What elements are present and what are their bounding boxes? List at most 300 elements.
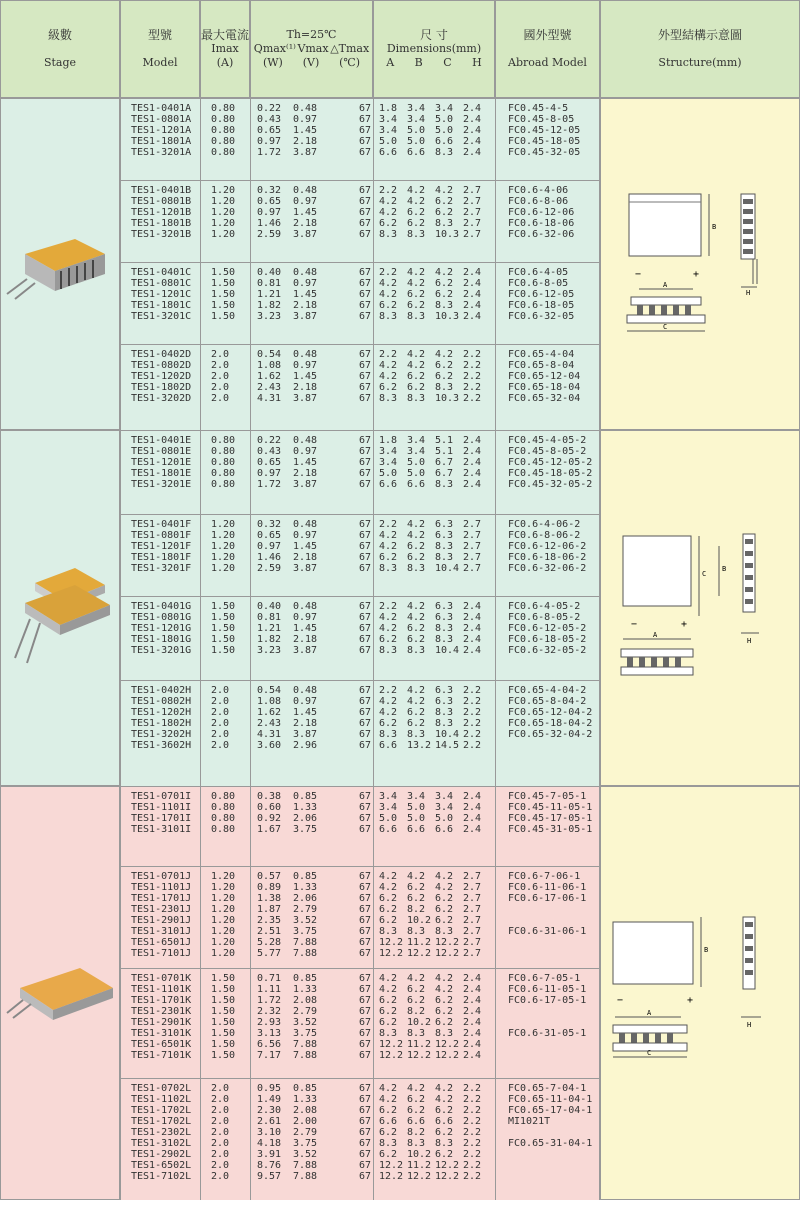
dim-a-cell: 4.2 [379,984,398,995]
column-dim [373,515,495,596]
dim-c-cell: 8.3 [435,300,454,311]
imax-cell: 1.20 [211,904,236,915]
abroad-model-cell: FC0.6-7-06-1 [508,871,581,882]
table-row [211,196,250,207]
table-row [379,349,495,360]
table-row [508,802,599,813]
vmax-cell: 1.45 [293,623,318,634]
dim-a-cell: 6.2 [379,915,398,926]
table-row [257,937,373,948]
table-row [257,218,373,229]
table-row [211,729,250,740]
vmax-cell: 2.06 [293,893,318,904]
table-row [379,311,495,322]
model-cell: TES1-6501J [131,937,192,948]
qmax-cell: 1.38 [257,893,282,904]
dim-a-cell: 6.6 [379,824,398,835]
dim-a-cell: 8.3 [379,393,398,404]
dim-b-cell: 13.2 [407,740,432,751]
table-row [211,824,250,835]
dim-b-cell: 8.3 [407,729,426,740]
dim-b-cell: 6.2 [407,1094,426,1105]
dim-c-cell: 6.2 [435,278,454,289]
qmax-cell: 1.87 [257,904,282,915]
column-abroad [495,681,600,786]
imax-cell: 0.80 [211,147,236,158]
qmax-cell: 4.31 [257,729,282,740]
dim-c-cell: 6.3 [435,696,454,707]
table-row [131,207,200,218]
abroad-model-cell: FC0.6-4-06-2 [508,519,581,530]
table-row [211,457,250,468]
header-dtmax: △Tmax [330,42,370,55]
model-cell: TES1-0401E [131,435,192,446]
dim-c-cell: 12.2 [435,1050,460,1061]
table-row [379,196,495,207]
model-cell: TES1-7101J [131,948,192,959]
dim-b-cell: 5.0 [407,125,426,136]
header-model-en: Model [142,56,178,69]
table-row [508,136,599,147]
column-perf [250,263,373,344]
model-cell: TES1-6502L [131,1160,192,1171]
abroad-model-cell: FC0.6-32-06 [508,229,575,240]
model-cell: TES1-1801A [131,136,192,147]
imax-cell: 1.50 [211,612,236,623]
dim-h-cell: 2.2 [463,1105,482,1116]
dim-a-cell: 12.2 [379,937,404,948]
dim-a-cell: 12.2 [379,1050,404,1061]
table-row [131,904,200,915]
abroad-model-cell: FC0.45-32-05 [508,147,581,158]
model-cell: TES1-3201E [131,479,192,490]
dim-a-cell: 2.2 [379,349,398,360]
tec-module-two-stage-image [5,543,115,673]
model-cell: TES1-7101K [131,1050,192,1061]
table-row [211,740,250,751]
table-row [379,278,495,289]
dim-a-cell: 3.4 [379,446,398,457]
dtmax-cell: 67 [358,519,371,530]
table-row [379,802,495,813]
vmax-cell: 2.18 [293,718,318,729]
table-row [211,125,250,136]
qmax-cell: 1.49 [257,1094,282,1105]
dim-b-cell: 6.6 [407,147,426,158]
qmax-cell: 0.40 [257,267,282,278]
dtmax-cell: 67 [358,114,371,125]
dim-c-cell: 6.2 [435,1017,454,1028]
structure-diagram-2 [601,431,800,787]
imax-cell: 1.20 [211,948,236,959]
table-row [131,612,200,623]
dim-a-cell: 6.2 [379,893,398,904]
table-row [211,289,250,300]
table-row [131,530,200,541]
vmax-cell: 7.88 [293,1171,318,1182]
column-imax [200,1079,250,1200]
model-cell: TES1-0701K [131,973,192,984]
table-row [257,207,373,218]
table-row [379,685,495,696]
table-row [211,563,250,574]
model-cell: TES1-1802D [131,382,192,393]
vmax-cell: 3.75 [293,926,318,937]
table-row [131,1138,200,1149]
imax-cell: 1.50 [211,1039,236,1050]
dim-c-cell: 6.7 [435,468,454,479]
qmax-cell: 4.31 [257,393,282,404]
qmax-cell: 3.10 [257,1127,282,1138]
vmax-cell: 2.18 [293,552,318,563]
dtmax-cell: 67 [358,360,371,371]
model-cell: TES1-0801C [131,278,192,289]
table-row [379,300,495,311]
dim-label-a-2: A [653,631,658,639]
header-model-cn: 型號 [147,28,172,42]
qmax-cell: 1.46 [257,218,282,229]
table-row [211,446,250,457]
table-row [257,802,373,813]
table-row [379,645,495,656]
column-imax [200,969,250,1078]
dim-h-cell: 2.2 [463,1160,482,1171]
dim-b-cell: 4.2 [407,1083,426,1094]
column-abroad [495,1079,600,1200]
qmax-cell: 2.93 [257,1017,282,1028]
imax-cell: 0.80 [211,435,236,446]
model-cell: TES1-0701I [131,791,192,802]
model-cell: TES1-1701I [131,813,192,824]
table-row [257,125,373,136]
table-row [508,360,599,371]
model-cell: TES1-1101I [131,802,192,813]
abroad-model-cell: FC0.45-32-05-2 [508,479,593,490]
table-row [257,791,373,802]
table-row [131,791,200,802]
qmax-cell: 0.22 [257,103,282,114]
column-dim [373,681,495,786]
qmax-cell: 1.11 [257,984,282,995]
dim-a-cell: 2.2 [379,519,398,530]
table-row [508,382,599,393]
table-row [131,995,200,1006]
vmax-cell: 0.48 [293,349,318,360]
vmax-cell: 0.97 [293,446,318,457]
dim-c-cell: 10.4 [435,645,460,656]
imax-cell: 0.80 [211,479,236,490]
model-cell: TES1-3201A [131,147,192,158]
abroad-model-cell: FC0.45-7-05-1 [508,791,587,802]
table-row [257,893,373,904]
model-cell: TES1-2301J [131,904,192,915]
table-row [257,229,373,240]
column-abroad [495,515,600,596]
dim-h-cell: 2.4 [463,125,482,136]
header-structure-cn: 外型結構示意圖 [657,28,742,42]
table-row [131,1028,200,1039]
table-row [508,468,599,479]
dim-a-cell: 6.2 [379,1006,398,1017]
dim-h-cell: 2.4 [463,791,482,802]
qmax-cell: 0.89 [257,882,282,893]
table-row [211,1149,250,1160]
table-row [131,267,200,278]
table-group [120,596,600,680]
vmax-cell: 1.33 [293,802,318,813]
dtmax-cell: 67 [358,278,371,289]
stage-cell-1 [0,98,120,430]
table-row [131,435,200,446]
dim-b-cell: 4.2 [407,601,426,612]
column-abroad [495,597,600,680]
dim-b-cell: 6.6 [407,1116,426,1127]
dim-b-cell: 4.2 [407,278,426,289]
header-imax [200,0,250,98]
dim-b-cell: 4.2 [407,267,426,278]
dim-h-cell: 2.4 [463,824,482,835]
abroad-model-cell: FC0.6-4-05-2 [508,601,581,612]
dim-c-cell: 4.2 [435,871,454,882]
model-cell: TES1-3602H [131,740,192,751]
table-row [131,371,200,382]
dim-c-cell: 6.2 [435,207,454,218]
dim-h-cell: 2.4 [463,1017,482,1028]
vmax-cell: 0.85 [293,791,318,802]
table-row [257,1094,373,1105]
structure-cell-1 [600,98,800,430]
table-row [257,948,373,959]
header-structure-en: Structure(mm) [658,56,742,69]
qmax-cell: 2.43 [257,382,282,393]
imax-cell: 2.0 [211,1083,230,1094]
dim-h-cell: 2.4 [463,289,482,300]
header-th: Th=25℃ [286,28,337,41]
table-row [257,371,373,382]
table-row [379,446,495,457]
abroad-model-cell: FC0.45-8-05 [508,114,575,125]
table-row [257,601,373,612]
table-row [257,1171,373,1182]
dim-h-cell: 2.7 [463,541,482,552]
dim-h-cell: 2.2 [463,1127,482,1138]
dim-c-cell: 8.3 [435,218,454,229]
dtmax-cell: 67 [358,300,371,311]
vmax-cell: 1.45 [293,371,318,382]
dtmax-cell: 67 [358,915,371,926]
table-row [211,882,250,893]
model-cell: TES1-0801A [131,114,192,125]
model-cell: TES1-1801B [131,218,192,229]
dim-b-cell: 6.6 [407,824,426,835]
abroad-model-cell: FC0.45-17-05-1 [508,813,593,824]
model-cell: TES1-0402D [131,349,192,360]
table-row [379,973,495,984]
dim-h-cell: 2.2 [463,1149,482,1160]
qmax-cell: 2.30 [257,1105,282,1116]
dim-h-cell: 2.4 [463,446,482,457]
imax-cell: 1.50 [211,267,236,278]
dtmax-cell: 67 [358,926,371,937]
table-row [257,563,373,574]
dim-c-cell: 6.2 [435,371,454,382]
dtmax-cell: 67 [358,185,371,196]
dim-h-cell: 2.4 [463,612,482,623]
vmax-cell: 2.96 [293,740,318,751]
dim-b-cell: 3.4 [407,446,426,457]
table-row [211,278,250,289]
dim-a-cell: 6.6 [379,1116,398,1127]
imax-cell: 1.20 [211,882,236,893]
dtmax-cell: 67 [358,289,371,300]
dim-h-cell: 2.4 [463,468,482,479]
table-row [379,114,495,125]
header-unit-v: (V) [302,56,320,69]
dim-a-cell: 6.6 [379,740,398,751]
dim-label-a: A [663,281,668,289]
dim-a-cell: 6.2 [379,904,398,915]
abroad-model-cell: FC0.6-18-06 [508,218,575,229]
qmax-cell: 0.22 [257,435,282,446]
imax-cell: 1.20 [211,229,236,240]
table-row [379,915,495,926]
dim-h-cell: 2.4 [463,136,482,147]
header-stage [0,0,120,98]
table-group [120,344,600,430]
model-cell: TES1-3201F [131,563,192,574]
dim-h-cell: 2.2 [463,393,482,404]
imax-cell: 2.0 [211,685,230,696]
dim-b-cell: 8.3 [407,229,426,240]
table-row [508,278,599,289]
table-row [508,1160,599,1171]
imax-cell: 2.0 [211,740,230,751]
dtmax-cell: 67 [358,1083,371,1094]
table-row [131,136,200,147]
imax-cell: 1.50 [211,634,236,645]
dim-b-cell: 10.2 [407,1017,432,1028]
table-row [211,984,250,995]
dim-h-cell: 2.4 [463,311,482,322]
header-dim-cn: 尺 寸 [420,28,448,42]
dim-a-cell: 4.2 [379,882,398,893]
dim-c-cell: 8.3 [435,707,454,718]
dim-c-cell: 10.3 [435,229,460,240]
table-row [379,1116,495,1127]
column-model [120,515,200,596]
table-row [508,973,599,984]
header-dim-a: A [386,56,395,69]
stage-cell-2 [0,430,120,786]
dtmax-cell: 67 [358,882,371,893]
model-cell: TES1-0401F [131,519,192,530]
abroad-model-cell: FC0.6-32-05-2 [508,645,587,656]
dim-a-cell: 4.2 [379,623,398,634]
vmax-cell: 3.87 [293,645,318,656]
dim-c-cell: 5.1 [435,435,454,446]
table-row [508,718,599,729]
table-row [379,1028,495,1039]
table-row [211,468,250,479]
table-row [508,393,599,404]
abroad-model-cell: FC0.65-4-04-2 [508,685,587,696]
dtmax-cell: 67 [358,685,371,696]
header-dimensions [373,0,495,98]
dim-h-cell: 2.4 [463,267,482,278]
dim-h-cell: 2.4 [463,601,482,612]
dim-b-cell: 6.2 [407,382,426,393]
dtmax-cell: 67 [358,446,371,457]
dim-h-cell: 2.4 [463,435,482,446]
imax-cell: 0.80 [211,136,236,147]
vmax-cell: 2.79 [293,904,318,915]
table-row [131,1171,200,1182]
dim-a-cell: 8.3 [379,926,398,937]
table-row [257,707,373,718]
dtmax-cell: 67 [358,871,371,882]
abroad-model-cell: FC0.6-8-05 [508,278,569,289]
table-row [257,393,373,404]
vmax-cell: 7.88 [293,1050,318,1061]
table-row [379,1094,495,1105]
imax-cell: 1.20 [211,519,236,530]
table-row [379,382,495,393]
vmax-cell: 3.52 [293,1017,318,1028]
header-unit-c: (℃) [339,56,361,69]
abroad-model-cell: FC0.65-18-04 [508,382,581,393]
imax-cell: 2.0 [211,393,230,404]
dim-a-cell: 8.3 [379,1028,398,1039]
model-cell: TES1-0802H [131,696,192,707]
dim-c-cell: 6.2 [435,196,454,207]
dim-c-cell: 4.2 [435,185,454,196]
table-row [257,382,373,393]
qmax-cell: 0.43 [257,114,282,125]
table-row [211,685,250,696]
vmax-cell: 3.87 [293,147,318,158]
model-cell: TES1-0401B [131,185,192,196]
dim-c-cell: 12.2 [435,937,460,948]
dim-a-cell: 8.3 [379,729,398,740]
qmax-cell: 0.43 [257,446,282,457]
table-row [379,623,495,634]
column-dim [373,263,495,344]
abroad-model-cell: FC0.65-4-04 [508,349,575,360]
abroad-model-cell: FC0.45-8-05-2 [508,446,587,457]
dim-b-cell: 10.2 [407,1149,432,1160]
table-row [508,185,599,196]
qmax-cell: 0.32 [257,185,282,196]
model-cell: TES1-1201C [131,289,192,300]
abroad-model-cell: FC0.6-7-05-1 [508,973,581,984]
table-row [508,696,599,707]
dim-a-cell: 1.8 [379,103,398,114]
qmax-cell: 1.72 [257,995,282,1006]
table-group [120,786,600,866]
dim-b-cell: 3.4 [407,103,426,114]
table-row [379,729,495,740]
qmax-cell: 1.08 [257,696,282,707]
table-row [257,114,373,125]
table-row [508,1105,599,1116]
column-imax [200,431,250,514]
dim-a-cell: 2.2 [379,267,398,278]
dim-a-cell: 6.2 [379,1149,398,1160]
table-row [257,904,373,915]
dim-a-cell: 6.2 [379,1105,398,1116]
vmax-cell: 3.87 [293,393,318,404]
table-row [379,468,495,479]
